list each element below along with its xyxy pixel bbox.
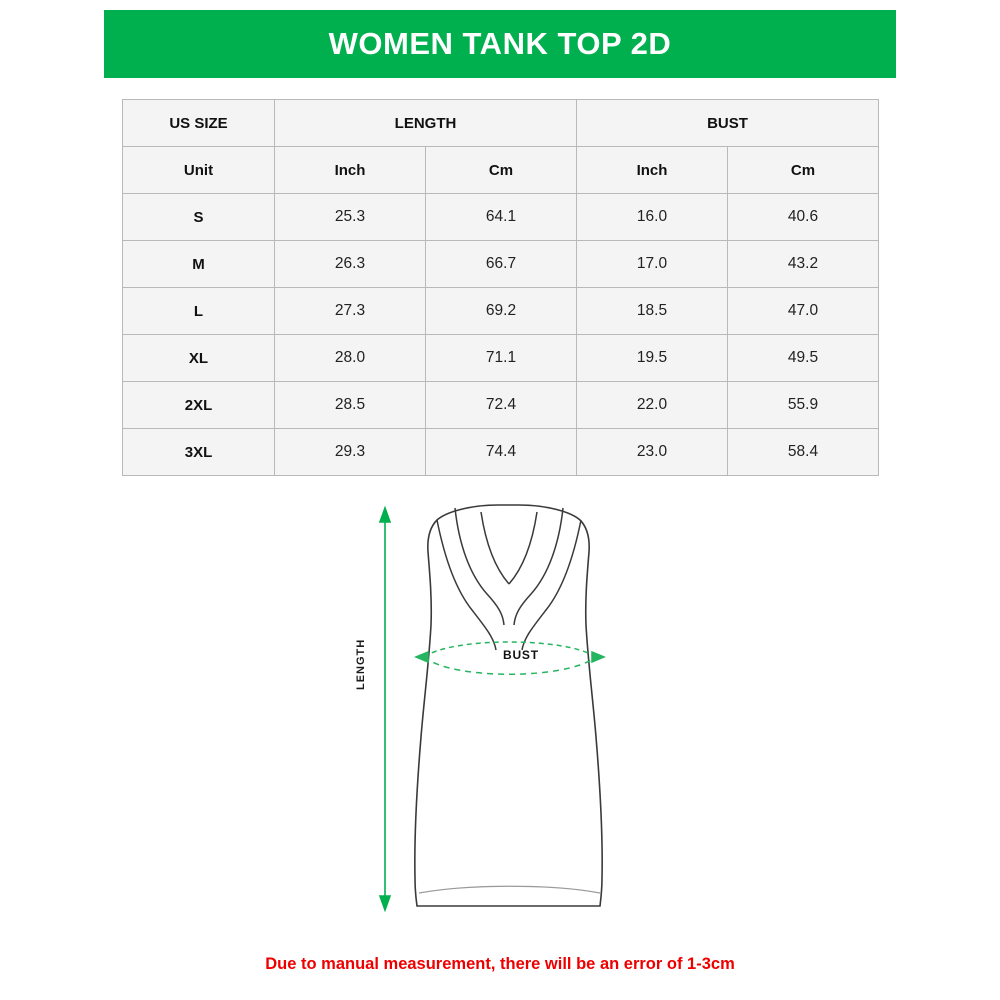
row-bust-cm: 49.5 — [728, 335, 879, 382]
row-length-inch: 28.0 — [275, 335, 426, 382]
row-length-cm: 69.2 — [426, 288, 577, 335]
unit-length-cm: Cm — [426, 147, 577, 194]
bust-label: BUST — [503, 648, 539, 662]
column-header-length: LENGTH — [275, 100, 577, 147]
row-length-cm: 72.4 — [426, 382, 577, 429]
row-bust-inch: 23.0 — [577, 429, 728, 476]
row-size: 3XL — [123, 429, 275, 476]
length-measure-arrow — [380, 508, 390, 910]
row-size: L — [123, 288, 275, 335]
row-size: S — [123, 194, 275, 241]
row-bust-cm: 58.4 — [728, 429, 879, 476]
row-bust-inch: 16.0 — [577, 194, 728, 241]
row-length-cm: 74.4 — [426, 429, 577, 476]
row-bust-inch: 22.0 — [577, 382, 728, 429]
row-length-inch: 27.3 — [275, 288, 426, 335]
measurement-disclaimer: Due to manual measurement, there will be an error of 1-3cm — [265, 955, 735, 973]
row-length-inch: 26.3 — [275, 241, 426, 288]
unit-length-inch: Inch — [275, 147, 426, 194]
row-size: XL — [123, 335, 275, 382]
row-bust-cm: 55.9 — [728, 382, 879, 429]
row-length-cm: 71.1 — [426, 335, 577, 382]
row-size: M — [123, 241, 275, 288]
row-length-inch: 28.5 — [275, 382, 426, 429]
column-header-bust: BUST — [577, 100, 879, 147]
row-size: 2XL — [123, 382, 275, 429]
row-bust-inch: 17.0 — [577, 241, 728, 288]
row-length-inch: 29.3 — [275, 429, 426, 476]
unit-bust-inch: Inch — [577, 147, 728, 194]
row-length-cm: 64.1 — [426, 194, 577, 241]
row-length-cm: 66.7 — [426, 241, 577, 288]
row-bust-cm: 40.6 — [728, 194, 879, 241]
row-bust-inch: 18.5 — [577, 288, 728, 335]
row-bust-inch: 19.5 — [577, 335, 728, 382]
unit-label: Unit — [123, 147, 275, 194]
tank-top-outline-icon — [415, 505, 602, 906]
column-header-us-size: US SIZE — [123, 100, 275, 147]
row-length-inch: 25.3 — [275, 194, 426, 241]
page-title: WOMEN TANK TOP 2D — [328, 26, 672, 61]
length-label: LENGTH — [355, 638, 367, 690]
row-bust-cm: 47.0 — [728, 288, 879, 335]
unit-bust-cm: Cm — [728, 147, 879, 194]
row-bust-cm: 43.2 — [728, 241, 879, 288]
